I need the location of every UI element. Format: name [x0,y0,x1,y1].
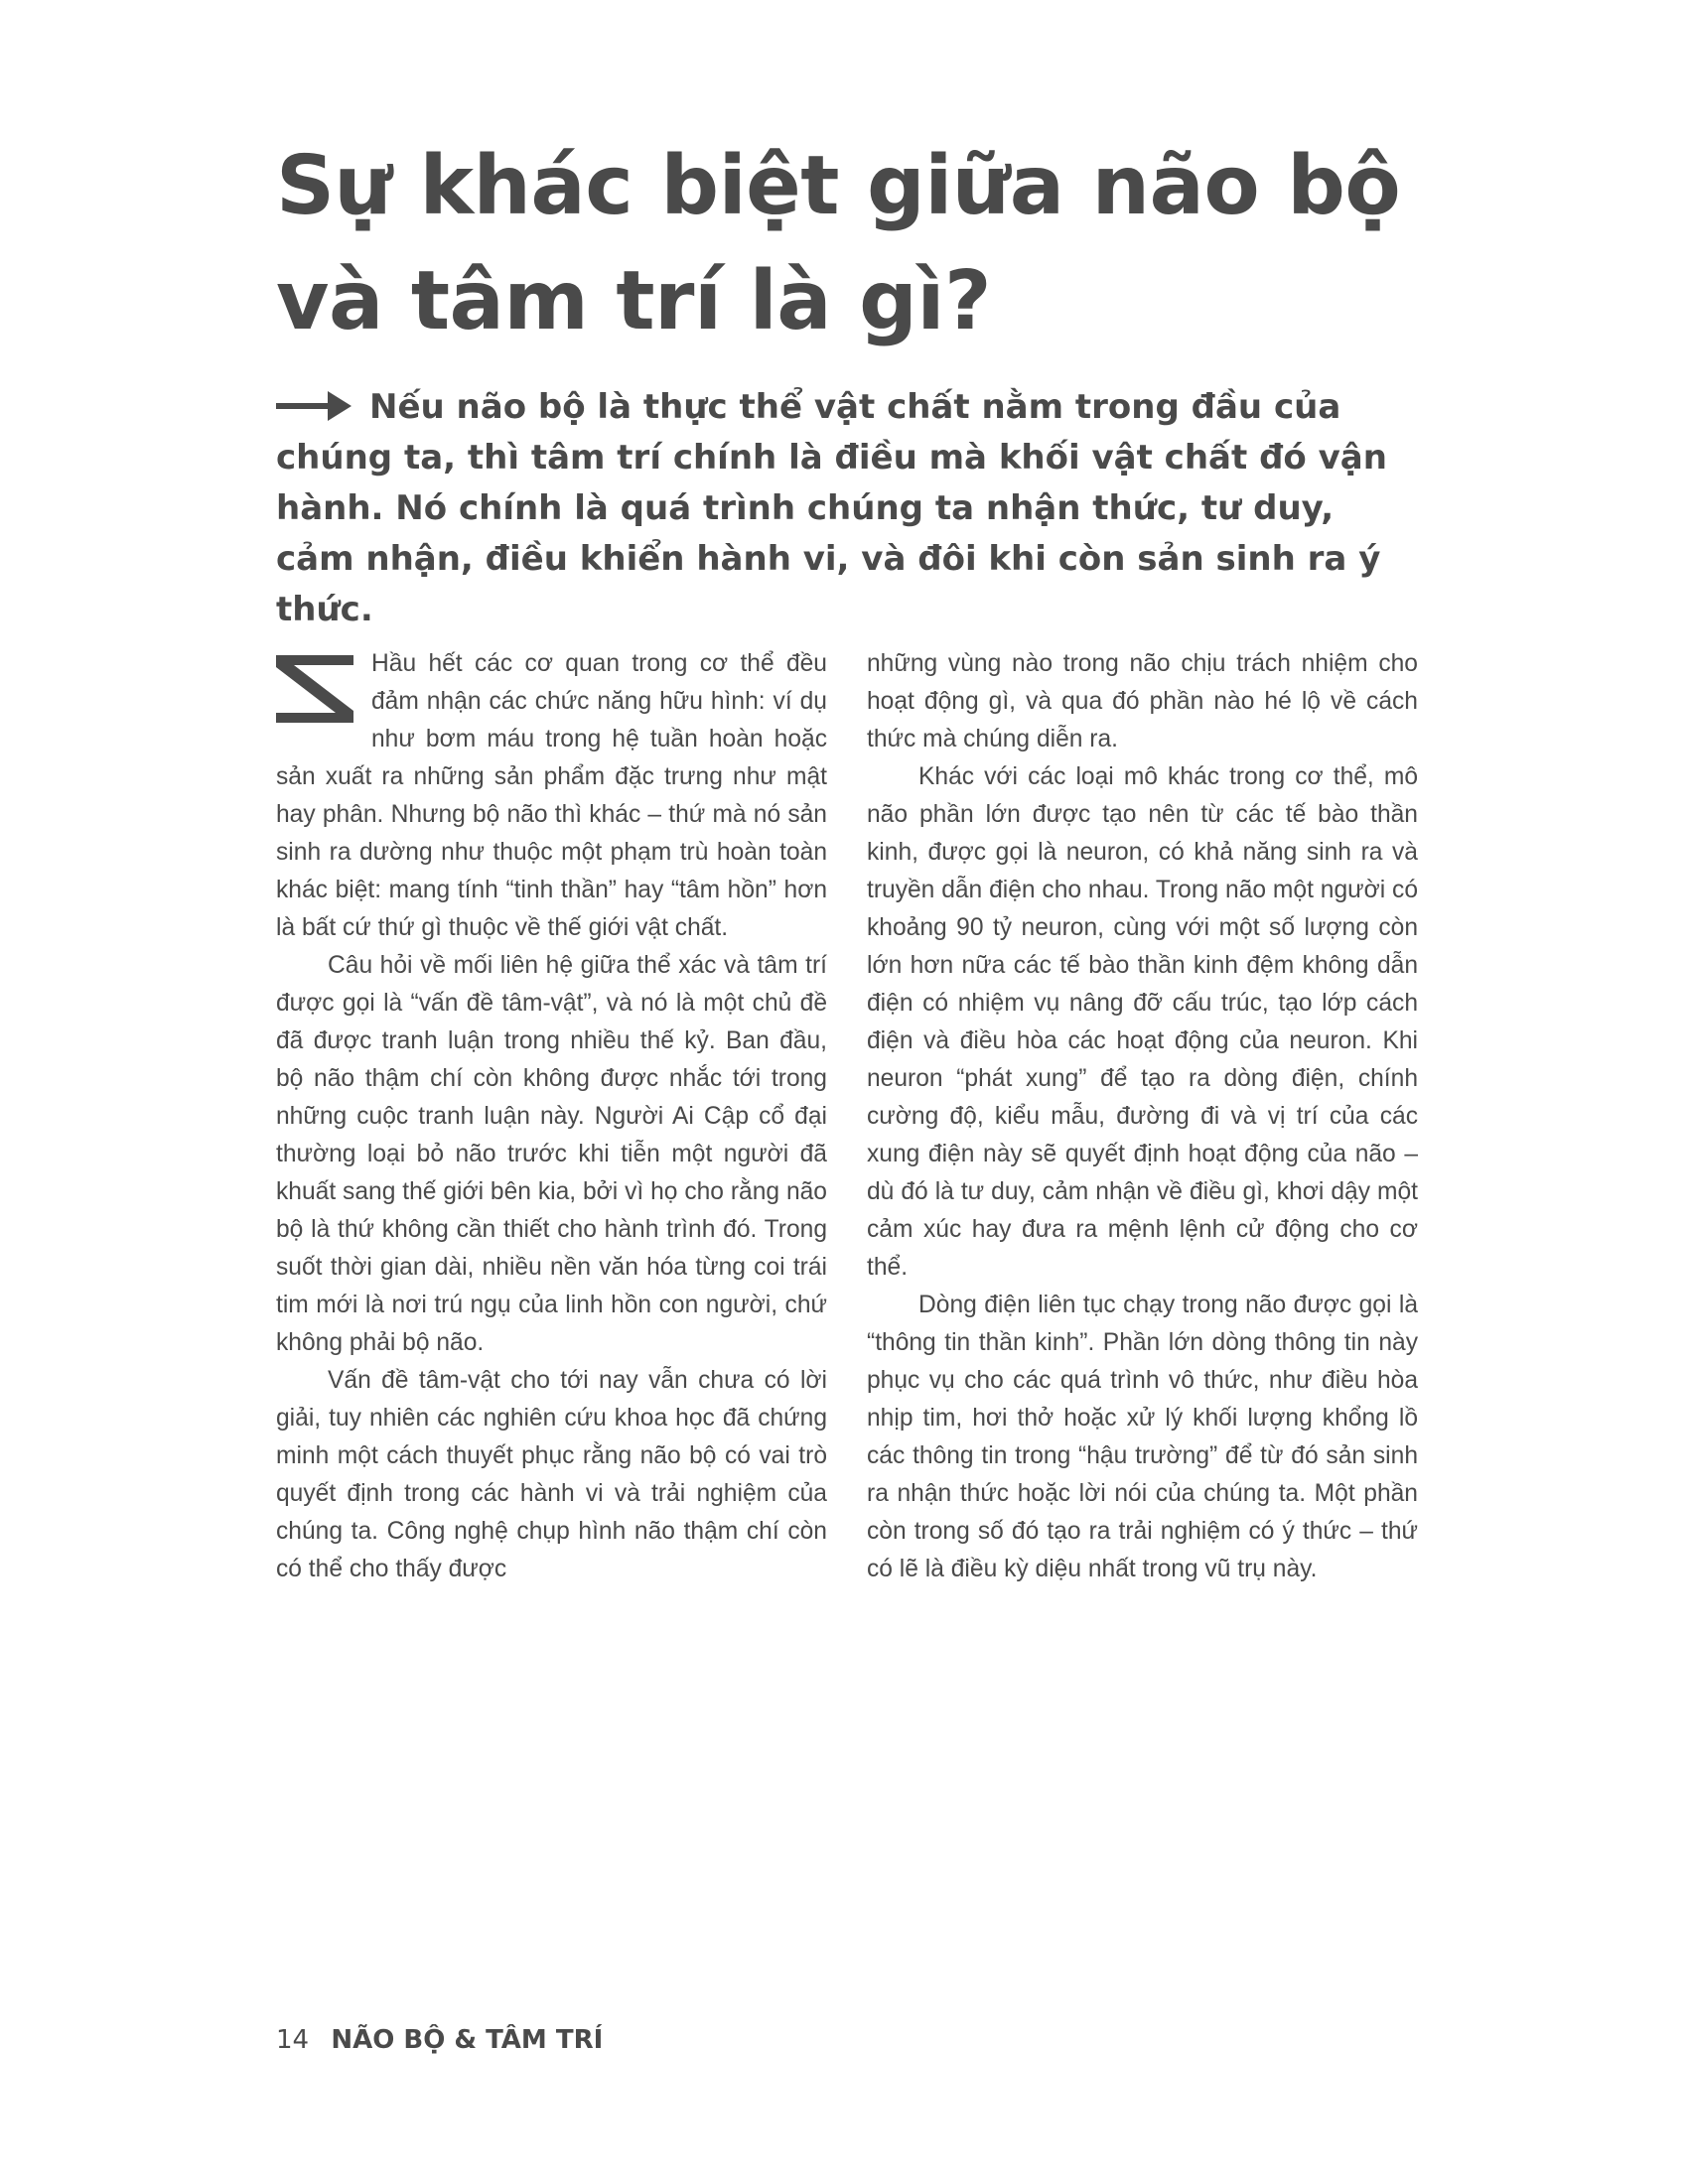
page-footer [276,2025,603,2055]
page-number: 14 [276,2025,310,2055]
left-column [276,645,827,1588]
lead-paragraph [276,382,1418,635]
right-arrow-icon [276,391,352,421]
body-columns [276,645,1418,1588]
right-column [867,645,1418,1588]
running-head: NÃO BỘ & TÂM TRÍ [331,2025,604,2055]
body-paragraph-1: Hầu hết các cơ quan trong cơ thể đều đảm nhận các chức năng hữu hình: ví dụ như bơm máu trong hệ tuần hoàn hoặc sản xuất ra những sản phẩm đặc trưng như mật hay phân. Nhưng bộ não thì khác – thứ mà nó sản sinh ra dường như thuộc một phạm trù hoàn toàn khác biệt: mang tính “tinh thần” hay “tâm hồn” hơn là bất cứ thứ gì thuộc về thế giới vật chất. [276,650,827,941]
zigzag-dropcap-icon [276,655,361,723]
body-paragraph-5: Dòng điện liên tục chạy trong não được gọi là “thông tin thần kinh”. Phần lớn dòng thông tin này phục vụ cho các quá trình vô thức, như điều hòa nhịp tim, hơi thở hoặc xử lý khối lượng khổng lồ các thông tin trong “hậu trường” để từ đó sản sinh ra nhận thức hoặc lời nói của chúng ta. Một phần còn trong số đó tạo ra trải nghiệm có ý thức – thứ có lẽ là điều kỳ diệu nhất trong vũ trụ này. [867,1292,1418,1582]
body-paragraph-3: Vấn đề tâm-vật cho tới nay vẫn chưa có lời giải, tuy nhiên các nghiên cứu khoa học đã chứng minh một cách thuyết phục rằng não bộ có vai trò quyết định trong các hành vi và trải nghiệm của chúng ta. Công nghệ chụp hình não thậm chí còn có thể cho thấy được [276,1367,827,1582]
body-paragraph-2: Câu hỏi về mối liên hệ giữa thể xác và tâm trí được gọi là “vấn đề tâm-vật”, và nó là một chủ đề đã được tranh luận trong nhiều thế kỷ. Ban đầu, bộ não thậm chí còn không được nhắc tới trong những cuộc tranh luận này. Người Ai Cập cổ đại thường loại bỏ não trước khi tiễn một người đã khuất sang thế giới bên kia, bởi vì họ cho rằng não bộ là thứ không cần thiết cho hành trình đó. Trong suốt thời gian dài, nhiều nền văn hóa từng coi trái tim mới là nơi trú ngụ của linh hồn con người, chứ không phải bộ não. [276,952,827,1356]
lead-text: Nếu não bộ là thực thể vật chất nằm trong đầu của chúng ta, thì tâm trí chính là điều mà khối vật chất đó vận hành. Nó chính là quá trình chúng ta nhận thức, tư duy, cảm nhận, điều khiển hành vi, và đôi khi còn sản sinh ra ý thức. [276,387,1387,629]
body-paragraph-3-continued: những vùng nào trong não chịu trách nhiệm cho hoạt động gì, và qua đó phần nào hé lộ về cách thức mà chúng diễn ra. [867,650,1418,752]
page-title: Sự khác biệt giữa não bộ và tâm trí là gì? [276,139,1401,348]
body-paragraph-4: Khác với các loại mô khác trong cơ thể, mô não phần lớn được tạo nên từ các tế bào thần kinh, được gọi là neuron, có khả năng sinh ra và truyền dẫn điện cho nhau. Trong não một người có khoảng 90 tỷ neuron, cùng với một số lượng còn lớn hơn nữa các tế bào thần kinh đệm không dẫn điện có nhiệm vụ nâng đỡ cấu trúc, tạo lớp cách điện và điều hòa các hoạt động của neuron. Khi neuron “phát xung” để tạo ra dòng điện, chính cường độ, kiểu mẫu, đường đi và vị trí của các xung điện này sẽ quyết định hoạt động của não – dù đó là tư duy, cảm nhận về điều gì, khơi dậy một cảm xúc hay đưa ra mệnh lệnh cử động cho cơ thể. [867,763,1418,1281]
